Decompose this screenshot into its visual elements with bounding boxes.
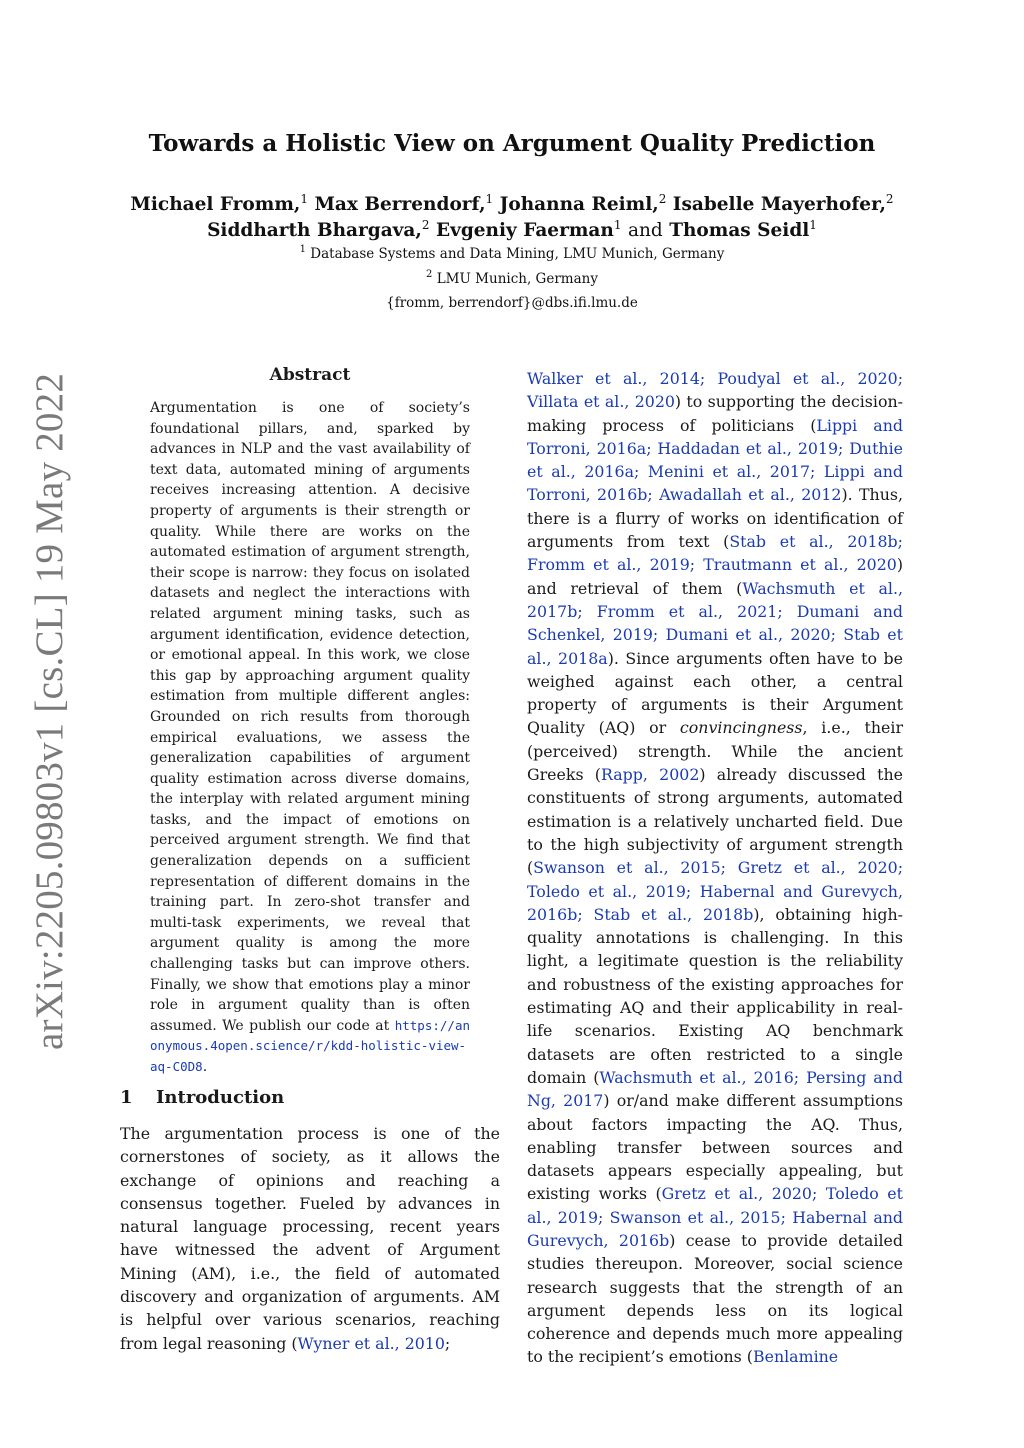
body-text: ;	[444, 1333, 451, 1353]
citation-link[interactable]: Stab et al., 2018b	[593, 904, 754, 924]
emphasis-term: convincingness	[679, 718, 803, 738]
citation-sep: ;	[652, 625, 666, 645]
citation-link[interactable]: Poudyal et al., 2020	[717, 369, 898, 388]
citation-sep: ;	[793, 1067, 807, 1087]
citation-link[interactable]: Trautmann et al., 2020	[703, 555, 897, 575]
author-line-2	[0, 218, 1024, 244]
author-affil-mark: 2	[421, 218, 430, 232]
citation-sep: ;	[830, 625, 844, 645]
body-text: ) cease to provide detailed studies thereupon. Moreover, social science research suggests that the strength of an argument depends less on its logical coherence and depends much more appealing to the recipient’s emotions (	[527, 1230, 903, 1367]
body-text: ), obtaining high-quality annotations is challenging. In this light, a legitimate question is the reliability and robustness of the existing approaches for estimating AQ and their applicability in real-life scenarios. Existing AQ benchmark datasets are often restricted to a single domain (	[527, 904, 904, 1087]
citation-link[interactable]: Rapp, 2002	[600, 765, 700, 785]
author-name: Isabelle Mayerhofer,	[672, 194, 886, 215]
citation-sep: ;	[780, 1207, 793, 1227]
citation-sep: ;	[598, 1207, 610, 1227]
body-text: The argumentation process is one of the cornerstones of society, as it allows the exchange of opinions and reaching a consensus together. Fueled by advances in natural language processing, recent years have witnessed the advent of Argument Mining (AM), i.e., the field of automated discovery and organization of arguments. AM is helpful over various scenarios, reaching from legal reasoning (	[120, 1124, 500, 1353]
citation-sep: ;	[689, 555, 704, 575]
author-name: Thomas Seidl	[669, 220, 810, 241]
body-text: ) to supporting the decision-making process of politicians (	[527, 392, 903, 435]
body-text: , i.e., their (perceived) strength. While the ancient Greeks (	[527, 718, 903, 785]
affiliation-mark: 2	[426, 268, 433, 280]
citation-link[interactable]: Gretz et al., 2020	[737, 858, 898, 878]
author-affil-mark: 1	[485, 192, 494, 206]
abstract-body-text: Argumentation is one of society’s foundational pillars, and, sparked by advances in NLP and the vast availability of text data, automated mining of arguments receives increasing attention. A decisive property of arguments is their strength or quality. While there are works on the automated estimation of argument strength, their scope is narrow: they focus on isolated datasets and neglect the interactions with related argument mining tasks, such as argument identification, evidence detection, or emotional appeal. In this work, we close this gap by approaching argument quality estimation from multiple different angles: Grounded on rich results from thorough empirical evaluations, we assess the generalization capabilities of argument quality estimation across diverse domains, the interplay with related argument mining tasks, and the impact of emotions on perceived argument strength. We find that generalization depends on a sufficient representation of different domains in the training part. In zero-shot transfer and multi-task experiments, we reveal that argument quality is among the more challenging tasks but can improve others. Finally, we show that emotions play a minor role in argument quality than is often assumed. We publish our code at	[150, 400, 470, 1034]
citation-link[interactable]: Habernal and Gurevych, 2016b	[527, 881, 903, 924]
author-affil-mark: 2	[658, 192, 667, 206]
citation-link[interactable]: Persing and Ng, 2017	[527, 1067, 903, 1111]
citation-sep: ;	[838, 438, 850, 458]
arxiv-stamp: arXiv:2205.09803v1 [cs.CL] 19 May 2022	[28, 372, 71, 1050]
citation-link[interactable]: Gretz et al., 2020	[661, 1184, 812, 1204]
body-text: ). Thus, there is a flurry of works on identification of arguments from text (	[527, 485, 903, 552]
citation-link[interactable]: Awadallah et al., 2012	[659, 485, 842, 505]
affiliations	[0, 242, 1024, 316]
citation-link[interactable]: Fromm et al., 2019	[527, 555, 690, 575]
author-name: Michael Fromm,	[130, 194, 301, 215]
citation-link[interactable]: Wachsmuth et al., 2016	[599, 1067, 794, 1087]
citation-link[interactable]: Villata et al., 2020	[527, 392, 675, 412]
section-heading	[120, 1087, 510, 1108]
author-affil-mark: 1	[300, 192, 308, 206]
citation-sep: ;	[646, 438, 658, 458]
author-affil-mark: 2	[885, 192, 894, 206]
citation-link[interactable]: Swanson et al., 2015	[609, 1207, 781, 1227]
citation-link[interactable]: Lippi and Torroni, 2016a	[527, 415, 903, 458]
section-number: 1	[120, 1087, 133, 1108]
citation-link[interactable]: Dumani and Schenkel, 2019	[527, 601, 904, 645]
body-text: ) and retrieval of them (	[527, 555, 903, 598]
author-email: {fromm, berrendorf}@dbs.ifi.lmu.de	[386, 295, 638, 311]
abstract-heading: Abstract	[269, 365, 351, 385]
author-and: and	[627, 220, 663, 241]
author-name: Johanna Reiml,	[499, 194, 659, 215]
body-text: ) or/and make different assumptions about factors impacting the AQ. Thus, enabling transfer between sources and datasets appears especially appealing, but existing works (	[527, 1091, 904, 1204]
intro-paragraph-left	[120, 1122, 500, 1355]
citation-sep: ;	[810, 462, 824, 482]
abstract-text	[150, 398, 470, 1078]
body-text: ) already discussed the constituents of strong arguments, automated estimation is a relatively uncharted field. Due to the high subjectivity of argument strength (	[527, 765, 903, 878]
citation-link[interactable]: Toledo et al., 2019	[527, 1184, 904, 1227]
citation-link[interactable]: Duthie et al., 2016a	[527, 438, 904, 482]
author-affil-mark: 1	[613, 218, 622, 232]
author-name: Siddharth Bhargava,	[207, 220, 422, 241]
citation-link[interactable]: Benlamine	[752, 1347, 839, 1367]
affiliation-2	[0, 267, 1024, 292]
citation-sep: ;	[633, 462, 648, 482]
citation-link[interactable]: Fromm et al., 2021	[596, 601, 778, 621]
citation-link[interactable]: Toledo et al., 2019	[527, 881, 686, 901]
citation-link[interactable]: Haddadan et al., 2019	[657, 438, 839, 458]
citation-link[interactable]: Lippi and Torroni, 2016b	[527, 462, 904, 505]
citation-link[interactable]: Wyner et al., 2010	[297, 1333, 445, 1353]
intro-paragraph-right	[527, 367, 903, 1369]
citation-sep: ;	[720, 858, 738, 878]
affiliation-text: Database Systems and Data Mining, LMU Munich, Germany	[310, 246, 725, 262]
citation-link[interactable]: Walker et al., 2014	[527, 369, 700, 388]
citation-sep: ;	[897, 369, 904, 388]
paper-title: Towards a Holistic View on Argument Quality Prediction	[148, 130, 876, 157]
citation-sep: ;	[811, 1184, 826, 1204]
section-title: Introduction	[156, 1087, 285, 1108]
body-text: ). Since arguments often have to be weighed against each other, a central property of arguments is their Argument Quality (AQ) or	[527, 648, 904, 738]
author-affil-mark: 1	[809, 218, 817, 232]
citation-link[interactable]: Wachsmuth et al., 2017b	[527, 578, 903, 621]
author-list	[0, 192, 1024, 244]
citation-sep: ;	[577, 601, 597, 621]
citation-link[interactable]: Menini et al., 2017	[647, 462, 811, 482]
citation-sep: ;	[647, 485, 660, 505]
affiliation-mark: 1	[299, 244, 306, 255]
code-link[interactable]: https://anonymous.4open.science/r/kdd-holistic-view-aq-C0D8	[150, 1017, 470, 1074]
author-name: Max Berrendorf,	[314, 194, 486, 215]
citation-link[interactable]: Stab et al., 2018a	[527, 625, 904, 668]
author-name: Evgeniy Faerman	[435, 220, 614, 241]
affiliation-1	[0, 242, 1024, 267]
abstract-end: .	[202, 1059, 208, 1075]
citation-link[interactable]: Stab et al., 2018b	[729, 532, 898, 552]
citation-sep: ;	[699, 369, 718, 388]
citation-sep: ;	[577, 904, 594, 924]
citation-link[interactable]: Dumani et al., 2020	[665, 625, 831, 645]
citation-sep: ;	[685, 881, 700, 901]
author-line-1	[0, 192, 1024, 218]
citation-sep: ;	[897, 532, 903, 552]
affiliation-text: LMU Munich, Germany	[436, 270, 598, 287]
citation-sep: ;	[897, 858, 904, 878]
citation-sep: ;	[777, 601, 797, 621]
citation-link[interactable]: Habernal and Gurevych, 2016b	[527, 1207, 904, 1250]
citation-link[interactable]: Swanson et al., 2015	[533, 858, 721, 878]
